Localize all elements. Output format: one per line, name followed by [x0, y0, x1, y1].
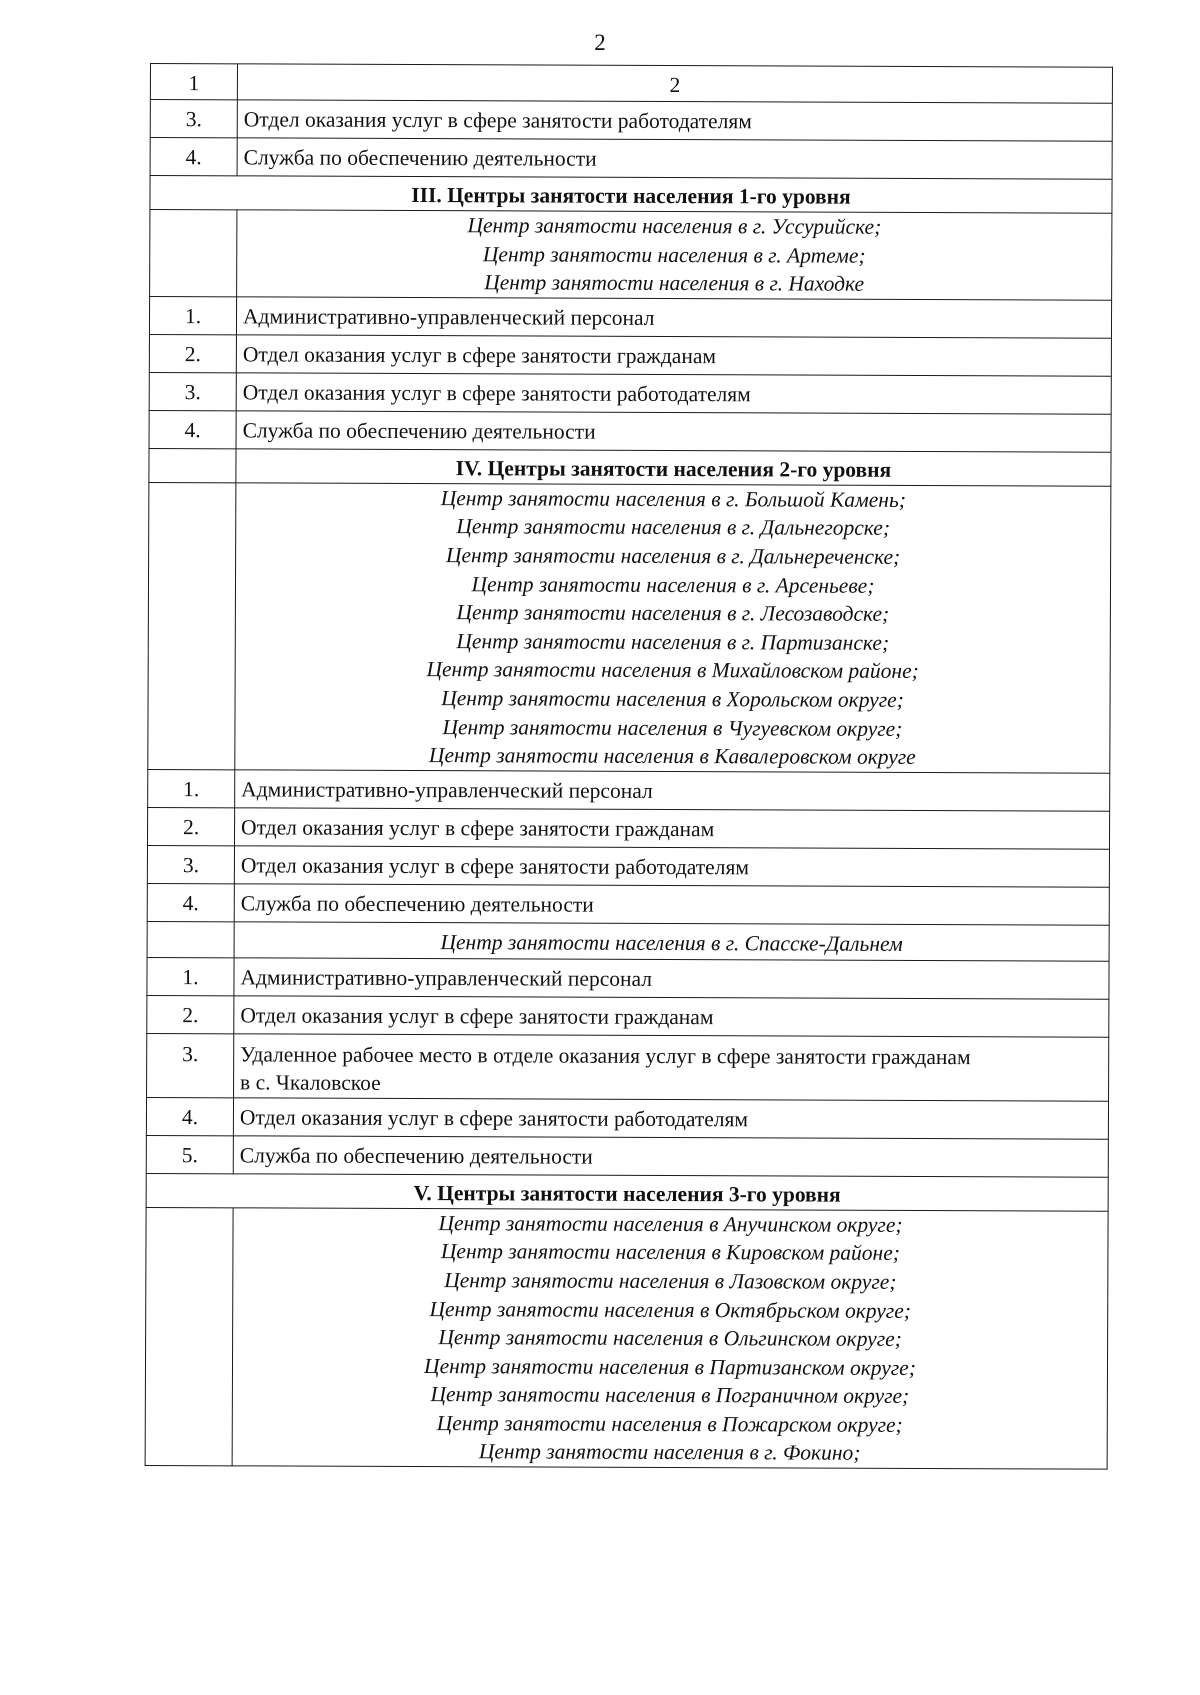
- structure-table: [145, 63, 1113, 1470]
- section-heading-row: [146, 1173, 1108, 1211]
- page-number: 2: [594, 30, 606, 55]
- row-number: 5.: [146, 1135, 233, 1173]
- table-row: [147, 845, 1109, 887]
- row-text: Отдел оказания услуг в сфере занятости гражданам: [234, 996, 1109, 1037]
- row-text: Отдел оказания услуг в сфере занятости работодателям: [236, 373, 1111, 414]
- center-name: Центр занятости населения в Хорольском округе;: [441, 686, 904, 712]
- row-number: 2.: [147, 807, 234, 845]
- center-name: Центр занятости населения в Октябрьском округе;: [429, 1296, 911, 1323]
- center-name: Центр занятости населения в Чугуевском округе;: [442, 714, 903, 741]
- center-name: Центр занятости населения в г. Партизанске;: [456, 628, 890, 655]
- row-number: 3.: [150, 100, 237, 138]
- section-4-centers: [235, 483, 1111, 773]
- table-row: [148, 769, 1110, 811]
- row-text: Отдел оказания услуг в сфере занятости работодателям: [234, 846, 1109, 887]
- row-text: Служба по обеспечению деятельности: [237, 138, 1112, 179]
- center-name: Центр занятости населения в г. Арсеньеве;: [471, 571, 875, 598]
- center-name: Центр занятости населения в г. Уссурийске;: [467, 213, 882, 239]
- row-number: 3.: [149, 372, 236, 410]
- center-name: Центр занятости населения в Лазовском округе;: [444, 1268, 897, 1294]
- table-row: [147, 1033, 1109, 1101]
- header-col-2: 2: [237, 64, 1112, 103]
- centers-row: [145, 1207, 1108, 1469]
- table-row: [149, 410, 1111, 452]
- row-number: 2.: [147, 995, 234, 1033]
- row-text: Отдел оказания услуг в сфере занятости гражданам: [236, 335, 1111, 376]
- center-name: Центр занятости населения в Пожарском округе;: [436, 1410, 903, 1437]
- center-name: Центр занятости населения в Ольгинском округе;: [438, 1325, 902, 1351]
- table-row: [146, 1135, 1108, 1177]
- row-number: 4.: [147, 883, 234, 921]
- row-text: Административно-управленческий персонал: [235, 770, 1110, 811]
- table-row: [147, 883, 1109, 925]
- row-number: 4.: [149, 410, 236, 448]
- center-name: Центр занятости населения в Пограничном округе;: [430, 1382, 910, 1409]
- center-name: Центр занятости населения в г. Дальнереченске;: [445, 543, 901, 569]
- empty-cell: [150, 210, 237, 297]
- row-text-line: Удаленное рабочее место в отделе оказания услуг в сфере занятости гражданам: [240, 1042, 971, 1069]
- center-name: Центр занятости населения в Кировском районе;: [440, 1239, 900, 1266]
- empty-cell: [148, 482, 236, 769]
- center-name: Центр занятости населения в г. Большой Камень;: [440, 485, 906, 512]
- empty-cell: [145, 1207, 233, 1466]
- row-text-line: в с. Чкаловское: [240, 1070, 381, 1095]
- section-heading-row: [149, 448, 1111, 486]
- centers-row: [148, 482, 1111, 773]
- empty-cell: [149, 448, 236, 482]
- row-text: Отдел оказания услуг в сфере занятости работодателям: [233, 1098, 1108, 1139]
- row-number: 4.: [150, 138, 237, 176]
- spassk-center: Центр занятости населения в г. Спасске-Дальнем: [234, 922, 1109, 961]
- table-row: [147, 807, 1109, 849]
- row-number: 3.: [147, 845, 234, 883]
- center-name: Центр занятости населения в Анучинском округе;: [438, 1210, 903, 1237]
- row-text: Административно-управленческий персонал: [236, 297, 1111, 338]
- section-4-title: IV. Центры занятости населения 2-го уровня: [236, 449, 1111, 486]
- table-row: [150, 138, 1112, 180]
- row-number: 1.: [149, 296, 236, 334]
- table-row: [149, 296, 1111, 338]
- table-row: [150, 100, 1112, 142]
- center-name: Центр занятости населения в г. Фокино;: [478, 1439, 861, 1466]
- row-text: Служба по обеспечению деятельности: [233, 1136, 1108, 1177]
- center-name: Центр занятости населения в г. Артеме;: [482, 241, 866, 268]
- center-name: Центр занятости населения в г. Находке: [484, 270, 865, 296]
- empty-cell: [147, 921, 234, 957]
- centers-row: [150, 210, 1112, 300]
- center-name: Центр занятости населения в г. Дальнегорске;: [456, 514, 891, 541]
- row-text: [234, 1034, 1109, 1101]
- section-heading-row: [150, 176, 1112, 214]
- center-name: Центр занятости населения в Партизанском округе;: [424, 1353, 916, 1380]
- row-text: Административно-управленческий персонал: [234, 958, 1109, 999]
- center-name: Центр занятости населения в Михайловском районе;: [426, 657, 919, 684]
- table-row: [149, 372, 1111, 414]
- section-3-centers: [237, 210, 1112, 300]
- row-text: Служба по обеспечению деятельности: [236, 411, 1111, 452]
- row-number: 2.: [149, 334, 236, 372]
- center-name: Центр занятости населения в г. Лесозаводске;: [456, 600, 890, 626]
- section-5-centers: [232, 1208, 1108, 1470]
- row-number: 1.: [147, 957, 234, 995]
- row-text: Служба по обеспечению деятельности: [234, 884, 1109, 925]
- center-name: Центр занятости населения в Кавалеровском округе: [428, 743, 916, 770]
- row-text: Отдел оказания услуг в сфере занятости работодателям: [237, 100, 1112, 141]
- section-3-title: III. Центры занятости населения 1-го уровня: [150, 176, 1112, 214]
- table-row: [147, 957, 1109, 999]
- header-col-1: 1: [150, 64, 237, 100]
- centers-row: [147, 921, 1109, 961]
- section-5-title: V. Центры занятости населения 3-го уровня: [146, 1173, 1108, 1211]
- table-row: [147, 995, 1109, 1037]
- table-row: [146, 1097, 1108, 1139]
- row-text: Отдел оказания услуг в сфере занятости гражданам: [234, 808, 1109, 849]
- table-row: [149, 334, 1111, 376]
- row-number: 3.: [147, 1033, 234, 1097]
- row-number: 1.: [148, 769, 235, 807]
- table-header-row: [150, 64, 1112, 104]
- row-number: 4.: [146, 1097, 233, 1135]
